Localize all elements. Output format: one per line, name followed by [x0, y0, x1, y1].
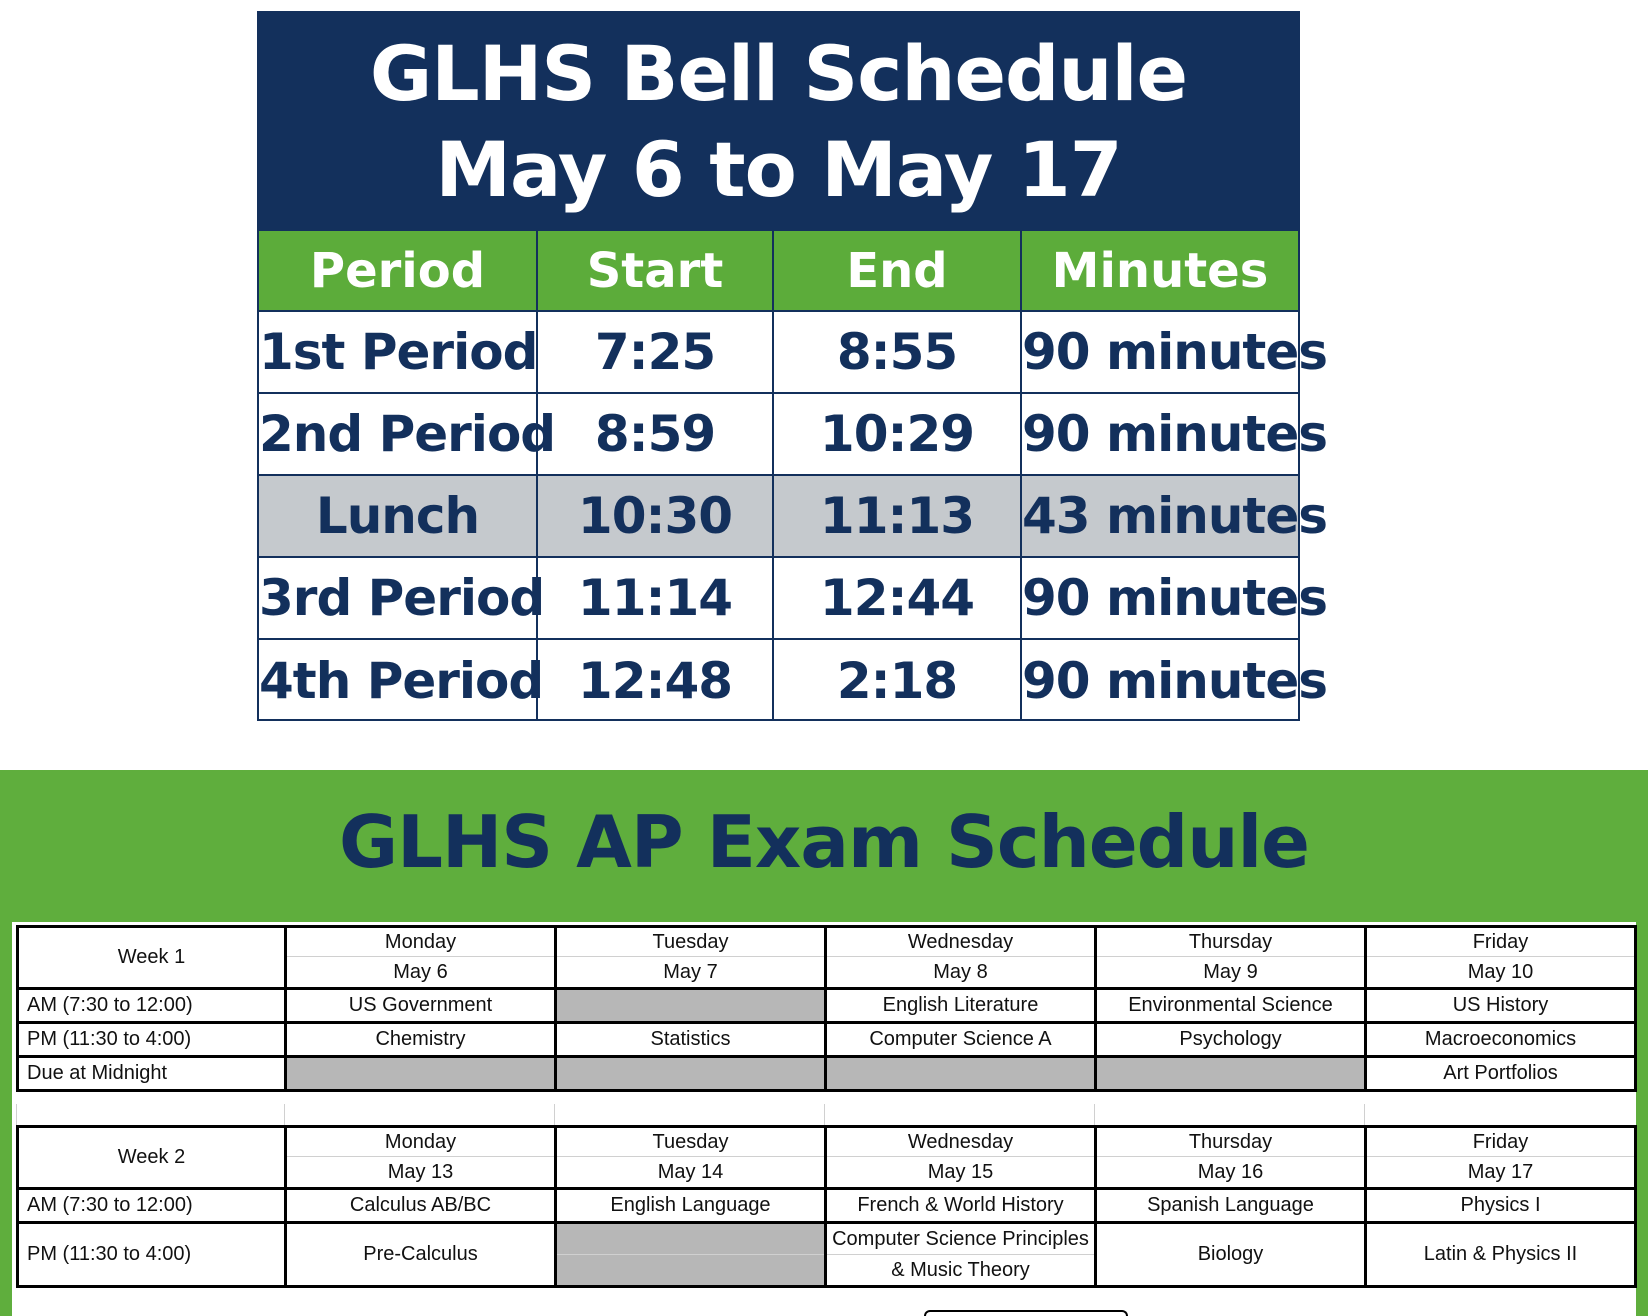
period-name: Lunch	[259, 475, 537, 557]
exam-line: Computer Science Principles	[827, 1224, 1094, 1255]
week1-am-row	[18, 989, 1636, 1023]
day-tuesday: Tuesday	[556, 927, 826, 957]
start-time: 7:25	[537, 311, 773, 393]
table-row-lunch	[259, 475, 1298, 557]
empty-cell	[556, 1223, 826, 1287]
am-session-label: AM (7:30 to 12:00)	[18, 1189, 286, 1223]
exam-cell: Physics I	[1366, 1189, 1636, 1223]
exam-cell: Chemistry	[286, 1023, 556, 1057]
exam-cell: Art Portfolios	[1366, 1057, 1636, 1091]
duration: 90 minutes	[1021, 557, 1298, 639]
bell-periods-table	[259, 231, 1327, 721]
column-header-period: Period	[259, 231, 537, 311]
exam-cell: Environmental Science	[1096, 989, 1366, 1023]
table-row	[259, 311, 1298, 393]
end-time: 11:13	[773, 475, 1021, 557]
bell-schedule-date-range: May 6 to May 17	[435, 125, 1122, 214]
date-may-10: May 10	[1366, 957, 1636, 989]
week2-pm-row	[18, 1223, 1636, 1287]
exam-cell: Psychology	[1096, 1023, 1366, 1057]
week1-pm-row	[18, 1023, 1636, 1057]
pm-session-label: PM (11:30 to 4:00)	[18, 1023, 286, 1057]
empty-cell	[286, 1057, 556, 1091]
exam-cell: Latin & Physics II	[1366, 1223, 1636, 1287]
exam-cell: French & World History	[826, 1189, 1096, 1223]
table-row	[259, 557, 1298, 639]
bell-schedule-header	[259, 13, 1298, 231]
bell-header-row	[259, 231, 1298, 311]
date-may-17: May 17	[1366, 1157, 1636, 1189]
end-time: 8:55	[773, 311, 1021, 393]
day-monday: Monday	[286, 1127, 556, 1157]
ap-exam-section	[0, 770, 1648, 1316]
duration: 90 minutes	[1021, 393, 1298, 475]
date-may-13: May 13	[286, 1157, 556, 1189]
bell-schedule-title: GLHS Bell Schedule	[369, 29, 1188, 118]
due-label: Due at Midnight	[18, 1057, 286, 1091]
week1-label: Week 1	[18, 927, 286, 989]
column-header-end: End	[773, 231, 1021, 311]
date-may-7: May 7	[556, 957, 826, 989]
empty-cell	[556, 989, 826, 1023]
start-time: 8:59	[537, 393, 773, 475]
start-time: 12:48	[537, 639, 773, 721]
exam-cell: US History	[1366, 989, 1636, 1023]
am-session-label: AM (7:30 to 12:00)	[18, 989, 286, 1023]
date-may-9: May 9	[1096, 957, 1366, 989]
exam-cell: Biology	[1096, 1223, 1366, 1287]
column-header-minutes: Minutes	[1021, 231, 1298, 311]
date-may-6: May 6	[286, 957, 556, 989]
date-may-14: May 14	[556, 1157, 826, 1189]
week2-table	[16, 1125, 1637, 1288]
day-friday: Friday	[1366, 1127, 1636, 1157]
exam-cell: English Literature	[826, 989, 1096, 1023]
period-name: 4th Period	[259, 639, 537, 721]
end-time: 12:44	[773, 557, 1021, 639]
day-wednesday: Wednesday	[826, 927, 1096, 957]
week2-am-row	[18, 1189, 1636, 1223]
empty-cell	[556, 1057, 826, 1091]
bell-schedule-table	[257, 11, 1327, 721]
day-tuesday: Tuesday	[556, 1127, 826, 1157]
period-name: 2nd Period	[259, 393, 537, 475]
day-monday: Monday	[286, 927, 556, 957]
exam-cell: Calculus AB/BC	[286, 1189, 556, 1223]
empty-cell	[1096, 1057, 1366, 1091]
start-time: 10:30	[537, 475, 773, 557]
week2-label: Week 2	[18, 1127, 286, 1189]
ap-exam-title: GLHS AP Exam Schedule	[339, 800, 1309, 884]
date-may-8: May 8	[826, 957, 1096, 989]
duration: 90 minutes	[1022, 651, 1327, 710]
exam-cell: Macroeconomics	[1366, 1023, 1636, 1057]
exam-cell: US Government	[286, 989, 556, 1023]
day-thursday: Thursday	[1096, 1127, 1366, 1157]
period-name: 1st Period	[259, 311, 537, 393]
table-row	[259, 639, 1298, 721]
exam-cell: English Language	[556, 1189, 826, 1223]
spreadsheet-gap-row	[16, 1104, 1634, 1126]
exam-cell: Pre-Calculus	[286, 1223, 556, 1287]
start-time: 11:14	[537, 557, 773, 639]
ap-exam-grid	[12, 922, 1636, 1316]
end-time: 2:18	[773, 639, 1021, 721]
partial-element-edge	[924, 1310, 1128, 1316]
exam-cell: Statistics	[556, 1023, 826, 1057]
empty-cell	[826, 1057, 1096, 1091]
day-wednesday: Wednesday	[826, 1127, 1096, 1157]
exam-cell-multi	[826, 1223, 1096, 1287]
duration: 90 minutes	[1021, 311, 1298, 393]
column-header-start: Start	[537, 231, 773, 311]
table-row	[259, 393, 1298, 475]
week1-table	[16, 925, 1637, 1092]
duration: 43 minutes	[1021, 475, 1298, 557]
day-friday: Friday	[1366, 927, 1636, 957]
date-may-15: May 15	[826, 1157, 1096, 1189]
pm-session-label: PM (11:30 to 4:00)	[18, 1223, 286, 1287]
exam-cell: Spanish Language	[1096, 1189, 1366, 1223]
period-name: 3rd Period	[259, 557, 537, 639]
exam-line: & Music Theory	[891, 1259, 1030, 1281]
day-thursday: Thursday	[1096, 927, 1366, 957]
end-time: 10:29	[773, 393, 1021, 475]
exam-cell: Computer Science A	[826, 1023, 1096, 1057]
week1-due-row	[18, 1057, 1636, 1091]
date-may-16: May 16	[1096, 1157, 1366, 1189]
